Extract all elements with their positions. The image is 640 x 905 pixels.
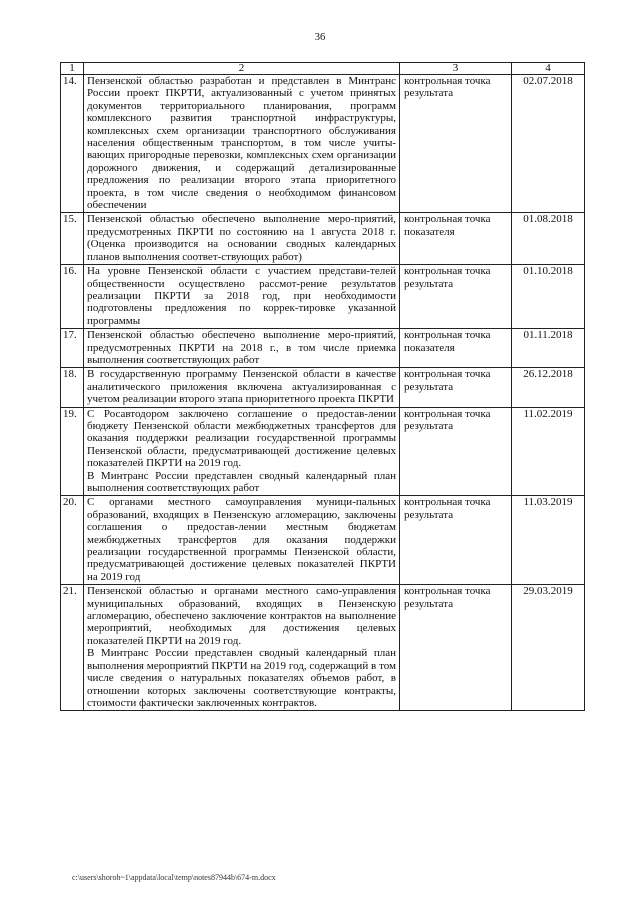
row-description: В государственную программу Пензенской области в качестве аналитического приложения включена актуализированная с учетом реализации второго этапа приоритетного проекта ПКРТИ xyxy=(84,368,400,407)
page-number: 36 xyxy=(314,32,326,43)
checkpoint-date: 29.03.2019 xyxy=(512,585,585,711)
checkpoint-type: контрольная точка результата xyxy=(400,496,512,585)
row-number: 14. xyxy=(61,75,84,213)
row-description: Пензенской областью разработан и представлен в Минтранс России проект ПКРТИ, актуализованный с учетом принятых документов территориального планирования, программ комплексного развития транспортной инфраструктуры, комплексных схем организации транспортного обслуживания населения общественным транспортом, в том числе учиты-вающих пригородные перевозки, комплексных схем организации дорожного движения, и содержащий детализированные предложения по реализации второго этапа приоритетного проекта, в том числе сведения о необходимом финансовом обеспечении xyxy=(84,75,400,213)
checkpoint-date: 11.02.2019 xyxy=(512,407,585,496)
row-number: 20. xyxy=(61,496,84,585)
table-header-row xyxy=(61,63,585,75)
row-number: 18. xyxy=(61,368,84,407)
header-col-2: 2 xyxy=(84,63,400,75)
row-number: 19. xyxy=(61,407,84,496)
header-col-3: 3 xyxy=(400,63,512,75)
row-description: Пензенской областью обеспечено выполнение меро-приятий, предусмотренных ПКРТИ на 2018 г., в том числе приемка выполнения соответствующих работ xyxy=(84,329,400,368)
row-description: Пензенской областью обеспечено выполнение меро-приятий, предусмотренных ПКРТИ по состоянию на 1 августа 2018 г. (Оценка производится на основании сводных календарных планов выполнения соответ-ствующих работ) xyxy=(84,213,400,265)
row-description-part-2: В Минтранс России представлен сводный календарный план выполнения мероприятий ПКРТИ на 2019 год, содержащий в том числе сведения о натуральных показателях объемов работ, в отношении которых заключены соответствующие контракты, стоимости фактически заключенных контрактов. xyxy=(87,647,396,709)
checkpoint-type: контрольная точка результата xyxy=(400,407,512,496)
row-number: 21. xyxy=(61,585,84,711)
checkpoint-type: контрольная точка результата xyxy=(400,265,512,329)
row-description xyxy=(84,407,400,496)
row-number: 16. xyxy=(61,265,84,329)
table-row xyxy=(61,213,585,265)
checkpoint-type: контрольная точка результата xyxy=(400,75,512,213)
table-row xyxy=(61,407,585,496)
header-col-4: 4 xyxy=(512,63,585,75)
checkpoint-date: 26.12.2018 xyxy=(512,368,585,407)
table-row xyxy=(61,368,585,407)
checkpoint-date: 02.07.2018 xyxy=(512,75,585,213)
row-description xyxy=(84,585,400,711)
row-number: 17. xyxy=(61,329,84,368)
table-row xyxy=(61,75,585,213)
checkpoint-date: 11.03.2019 xyxy=(512,496,585,585)
checkpoint-type: контрольная точка результата xyxy=(400,368,512,407)
row-description: На уровне Пензенской области с участием представи-телей общественности осуществлено рассмот-рение результатов реализации ПКРТИ за 2018 год, при необходимости подготовлены предложения по коррек-тировке указанной программы xyxy=(84,265,400,329)
footer-file-path: c:\users\shoroh~1\appdata\local\temp\notes87944b\674-m.docx xyxy=(72,873,276,882)
checkpoint-type: контрольная точка показателя xyxy=(400,213,512,265)
checkpoint-date: 01.11.2018 xyxy=(512,329,585,368)
row-description-part-1: Пензенской областью и органами местного само-управления муниципальных образований, входящих в Пензенскую агломерацию, обеспечено заключение контрактов на выполнение мероприятий, необходимых для достижения целевых показателей ПКРТИ на 2019 год. xyxy=(87,585,396,647)
row-description-part-1: С Росавтодором заключено соглашение о предостав-лении бюджету Пензенской области межбюджетных трансфертов для оказания поддержки реализации государственной программы Пензенской области, предусматривающей достижение целевых показателей ПКРТИ на 2019 год. xyxy=(87,407,396,470)
checkpoint-date: 01.10.2018 xyxy=(512,265,585,329)
milestones-table xyxy=(60,62,585,711)
row-number: 15. xyxy=(61,213,84,265)
row-description: С органами местного самоуправления муници-пальных образований, входящих в Пензенскую агломерацию, заключены соглашения о предостав-лении местным бюджетам межбюджетных трансфертов для оказания поддержки реализации государственной программы Пензенской области, предусматривающей достижение целевых показателей ПКРТИ на 2019 год xyxy=(84,496,400,585)
checkpoint-type: контрольная точка показателя xyxy=(400,329,512,368)
header-col-1: 1 xyxy=(61,63,84,75)
table-row xyxy=(61,496,585,585)
table-row xyxy=(61,265,585,329)
checkpoint-date: 01.08.2018 xyxy=(512,213,585,265)
row-description-part-2: В Минтранс России представлен сводный календарный план выполнения соответствующих работ xyxy=(87,469,396,494)
checkpoint-type: контрольная точка результата xyxy=(400,585,512,711)
table-row xyxy=(61,329,585,368)
table-row xyxy=(61,585,585,711)
